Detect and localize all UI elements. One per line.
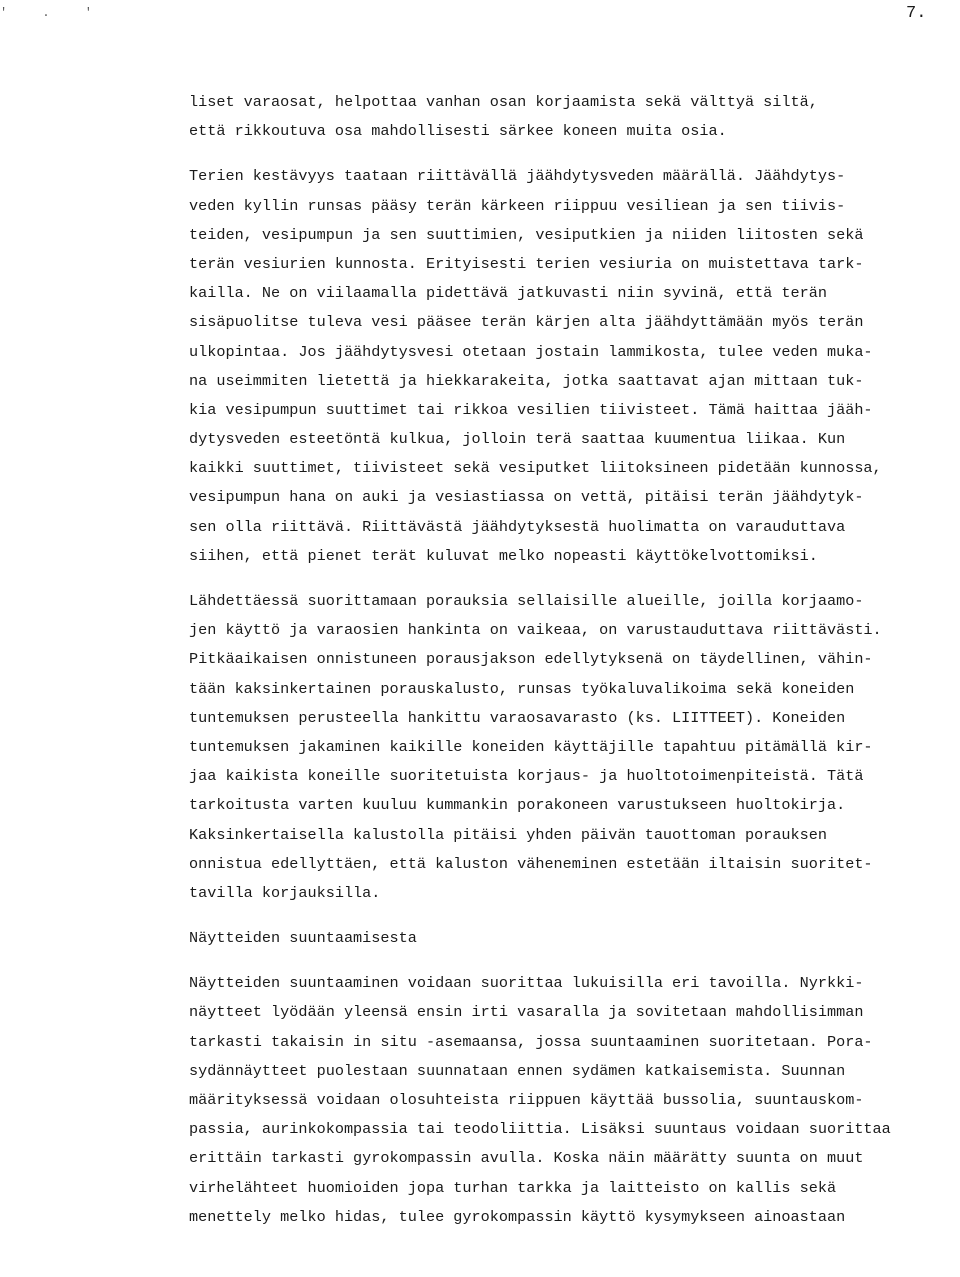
paragraph-gap [189, 571, 959, 587]
paragraph-gap [189, 953, 959, 969]
text-line: että rikkoutuva osa mahdollisesti särkee koneen muita osia. [189, 122, 727, 141]
text-line: jen käyttö ja varaosien hankinta on vaikeaa, on varustauduttava riittävästi. [189, 621, 882, 640]
text-line: sen olla riittävä. Riittävästä jäähdytyksestä huolimatta on varauduttava [189, 517, 846, 536]
text-line: jaa kaikista koneille suoritetuista korjaus- ja huoltotoimenpiteistä. Tätä [189, 767, 864, 786]
text-line: terän vesiurien kunnosta. Erityisesti terien vesiuria on muistettava tark- [189, 254, 864, 273]
text-line: teiden, vesipumpun ja sen suuttimien, vesiputkien ja niiden liitosten sekä [189, 225, 864, 244]
text-line: Näytteiden suuntaaminen voidaan suorittaa lukuisilla eri tavoilla. Nyrkki- [189, 974, 864, 993]
text-line: liset varaosat, helpottaa vanhan osan korjaamista sekä välttyä siltä, [189, 93, 818, 111]
paragraph [189, 969, 959, 1232]
text-line: määrityksessä voidaan olosuhteista riippuen käyttää bussolia, suuntauskom- [189, 1091, 864, 1109]
text-line: tarkoitusta varten kuuluu kummankin porakoneen varustukseen huoltokirja. [189, 796, 846, 815]
text-line: siihen, että pienet terät kuluvat melko nopeasti käyttökelvottomiksi. [189, 546, 818, 565]
text-line: erittäin tarkasti gyrokompassin avulla. Koska näin määrätty suunta on muut [189, 1149, 864, 1168]
scan-marks: ' . ' [0, 6, 107, 20]
text-line: tavilla korjauksilla. [189, 883, 381, 902]
text-line: onnistua edellyttäen, että kaluston väheneminen estetään iltaisin suoritet- [189, 854, 873, 873]
text-line: tään kaksinkertainen porauskalusto, runsas työkaluvalikoima sekä koneiden [189, 679, 855, 698]
text-line: veden kyllin runsas pääsy terän kärkeen riippuu vesiliean ja sen tiivis- [189, 196, 846, 215]
text-line: Kaksinkertaisella kalustolla pitäisi yhden päivän tauottoman porauksen [189, 825, 827, 844]
paragraph-gap [189, 146, 959, 162]
text-line: tuntemuksen jakaminen kaikille koneiden käyttäjille tapahtuu pitämällä kir- [189, 737, 873, 756]
text-line: kaikki suuttimet, tiivisteet sekä vesiputket liitoksineen pidetään kunnossa, [189, 459, 882, 478]
text-line: tarkasti takaisin in situ -asemaansa, jossa suuntaaminen suoritetaan. Pora- [189, 1032, 873, 1051]
text-line: sisäpuolitse tuleva vesi pääsee terän kärjen alta jäähdyttämään myös terän [189, 313, 864, 332]
text-line: kia vesipumpun suuttimet tai rikkoa vesilien tiivisteet. Tämä haittaa jääh- [189, 400, 873, 419]
paragraph [189, 162, 959, 571]
text-line: Näytteiden suuntaamisesta [189, 929, 417, 948]
text-line: kailla. Ne on viilaamalla pidettävä jatkuvasti niin syvinä, että terän [189, 284, 827, 303]
document-body [189, 88, 959, 1232]
paragraph-gap [189, 908, 959, 924]
paragraph [189, 587, 959, 908]
section-heading [189, 924, 959, 953]
text-line: na useimmiten lietettä ja hiekkarakeita, jotka saattavat ajan mittaan tuk- [189, 371, 864, 390]
text-line: virhelähteet huomioiden jopa turhan tarkka ja laitteisto on kallis sekä [189, 1178, 837, 1197]
text-line: passia, aurinkokompassia tai teodoliittia. Lisäksi suuntaus voidaan suorittaa [189, 1120, 891, 1139]
text-line: menettely melko hidas, tulee gyrokompassin käyttö kysymykseen ainoastaan [189, 1207, 846, 1226]
page-number: 7. [906, 4, 927, 23]
text-line: dytysveden esteetöntä kulkua, jolloin terä saattaa kuumentua liikaa. Kun [189, 430, 846, 449]
text-line: sydännäytteet puolestaan suunnataan ennen sydämen katkaisemista. Suunnan [189, 1061, 846, 1080]
text-line: näytteet lyödään yleensä ensin irti vasaralla ja sovitetaan mahdollisimman [189, 1003, 864, 1022]
text-line: vesipumpun hana on auki ja vesiastiassa on vettä, pitäisi terän jäähdytyk- [189, 488, 864, 507]
text-line: Terien kestävyys taataan riittävällä jäähdytysveden määrällä. Jäähdytys- [189, 167, 846, 186]
text-line: tuntemuksen perusteella hankittu varaosavarasto (ks. LIITTEET). Koneiden [189, 708, 846, 727]
text-line: Pitkäaikaisen onnistuneen porausjakson edellytyksenä on täydellinen, vähin- [189, 650, 873, 669]
text-line: Lähdettäessä suorittamaan porauksia sellaisille alueille, joilla korjaamo- [189, 592, 864, 610]
paragraph [189, 88, 959, 146]
text-line: ulkopintaa. Jos jäähdytysvesi otetaan jostain lammikosta, tulee veden muka- [189, 342, 873, 361]
